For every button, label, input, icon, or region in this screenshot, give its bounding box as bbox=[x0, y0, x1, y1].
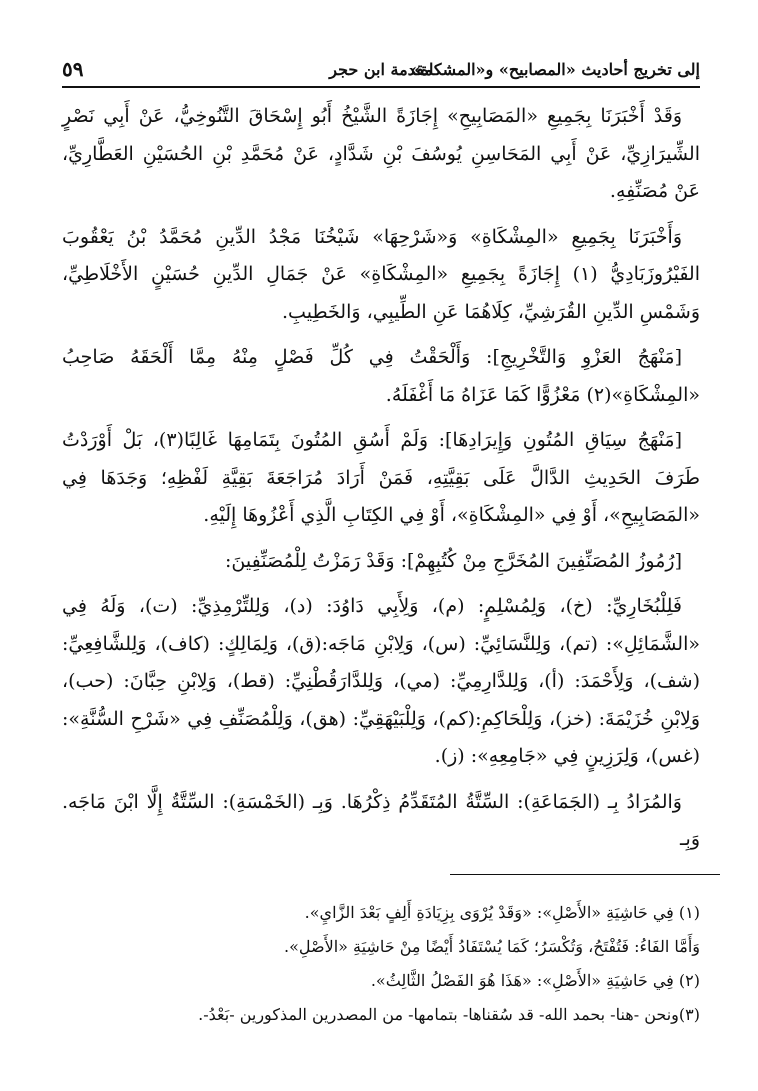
page-number: ٥٩ bbox=[62, 57, 84, 81]
footnotes bbox=[62, 896, 700, 1032]
main-text bbox=[62, 98, 700, 867]
footnote: (٢) فِي حَاشِيَةِ «الأَصْلِ»: «هَذَا هُوَ الفَصْلُ الثَّالِثُ». bbox=[370, 971, 700, 990]
footnote: (٣)ونحن -هنا- بحمد الله- قد سُقناها- بتمامها- من المصدرين المذكورين -بَعْدُ-. bbox=[198, 1005, 700, 1024]
paragraph: [رُمُوزُ المُصَنِّفِينَ المُخَرَّجِ مِنْ كُتُبِهِمْ]: وَقَدْ رَمَزْتُ لِلْمُصَنِّفِينَ: bbox=[225, 549, 682, 572]
paragraph: وَقَدْ أَخْبَرَنَا بِجَمِيعِ «المَصَابِيحِ» إِجَازَةً الشَّيْخُ أَبُو إِسْحَاقَ التَّنُوخِيُّ، عَنْ أَبِي نَصْرٍ الشِّيرَازِيِّ، عَنْ أَبِي المَحَاسِنِ يُوسُفَ بْنِ شَدَّادٍ، عَنْ مُحَمَّدِ بْنِ الحُسَيْنِ العَطَّارِيِّ، عَنْ مُصَنِّفِهِ. bbox=[62, 105, 700, 202]
footnote: (١) فِي حَاشِيَةِ «الأَصْلِ»: «وَقَدْ يُرْوَى بِزِيَادَةِ أَلِفٍ بَعْدَ الزَّايِ». bbox=[304, 903, 700, 922]
paragraph: وَالمُرَادُ بِـ (الجَمَاعَةِ): السِّتَّةُ المُتَقَدِّمُ ذِكْرُهَا. وَبِـ (الخَمْسَةِ): السِّتَّةُ إِلَّا ابْنَ مَاجَه. وَبِـ bbox=[62, 790, 700, 850]
header-section-title: مقدمة ابن حجر bbox=[329, 59, 433, 79]
footnote: وَأَمَّا الفَاءُ: فَتُفْتَحُ، وَتُكْسَرُ؛ كَمَا يُسْتَفَادُ أَيْضًا مِنْ حَاشِيَةِ «الأَصْلِ». bbox=[284, 937, 700, 956]
paragraph: [مَنْهَجُ سِيَاقِ المُتُونِ وَإِيرَادِهَا]: وَلَمْ أَسُقِ المُتُونَ بِتَمَامِهَا غَالِبًا(٣)، بَلْ أَوْرَدْتُ طَرَفَ الحَدِيثِ الدَّالَّ عَلَى بَقِيَّتِهِ، فَمَنْ أَرَادَ مُرَاجَعَةَ بَقِيَّةِ لَفْظِهِ؛ وَجَدَهَا فِي «المَصَابِيحِ»، أَوْ فِي «المِشْكَاةِ»، أَوْ فِي الكِتَابِ الَّذِي أَعْزُوهَا إِلَيْهِ. bbox=[62, 429, 700, 526]
paragraph: فَلِلْبُخَارِيِّ: (خ)، وَلِمُسْلِمٍ: (م)، وَلِأَبِي دَاوُدَ: (د)، وَلِلتِّرْمِذِيِّ: (ت)، وَلَهُ فِي «الشَّمَائِلِ»: (تم)، وَلِلنَّسَائِيِّ: (س)، وَلِابْنِ مَاجَه:(ق)، وَلِمَالِكٍ: (كاف)، وَلِلشَّافِعِيِّ: (شف)، وَلِأَحْمَدَ: (أ)، وَلِلدَّارِمِيِّ: (مي)، وَلِلدَّارَقُطْنِيِّ: (قط)، وَلِابْنِ حِبَّانَ: (حب)، وَلِابْنِ خُزَيْمَةَ: (خز)، وَلِلْحَاكِمِ:(كم)، وَلِلْبَيْهَقِيِّ: (هق)، وَلِلْمُصَنِّفِ فِي «شَرْحِ السُّنَّةِ»: (غس)، وَلِرَزِينٍ فِي «جَامِعِهِ»: (ز). bbox=[62, 595, 700, 767]
paragraph: وَأَخْبَرَنَا بِجَمِيعِ «المِشْكَاةِ» وَ«شَرْحِهَا» شَيْخُنَا مَجْدُ الدِّينِ مُحَمَّدُ بْنُ يَعْقُوبَ الفَيْرُوزَبَادِيُّ (١) إِجَازَةً بِجَمِيعِ «المِشْكَاةِ» عَنْ جَمَالِ الدِّينِ حُسَيْنٍ الأَخْلَاطِيِّ، وَشَمْسِ الدِّينِ القُرَشِيِّ، كِلَاهُمَا عَنِ الطِّيبِي، وَالخَطِيبِ. bbox=[62, 225, 700, 323]
header-book-title: إلى تخريج أحاديث «المصابيح» و«المشكاة» bbox=[410, 59, 700, 79]
running-header bbox=[62, 52, 700, 88]
footnote-separator bbox=[450, 874, 720, 875]
paragraph: [مَنْهَجُ العَزْوِ وَالتَّخْرِيجِ]: وَأَلْحَقْتُ فِي كُلِّ فَصْلٍ مِنْهُ مِمَّا أَلْحَقَهُ صَاحِبُ «المِشْكَاةِ»(٢) مَعْزُوًّا كَمَا عَزَاهُ مَا أَغْفَلَهُ. bbox=[62, 346, 700, 406]
